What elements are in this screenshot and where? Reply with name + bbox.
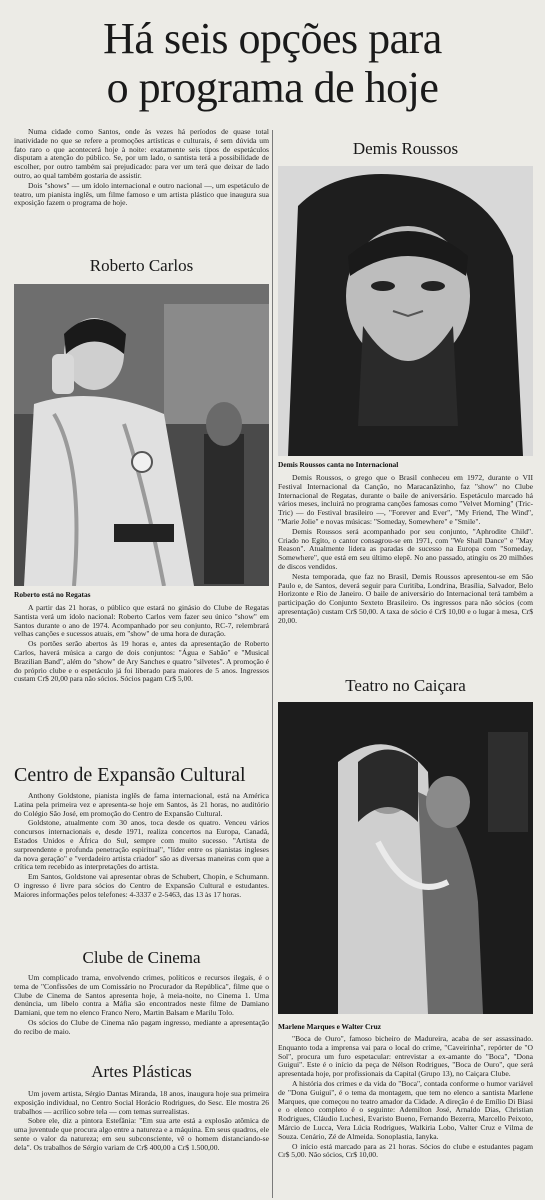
headline-line-2: o programa de hoje [106,63,439,112]
artes-heading: Artes Plásticas [91,1062,192,1081]
teatro-paragraph-2: A história dos crimes e da vida do "Boca", contada conforme o humor variável de "Dona Guigui", é o tema da montagem, que tem no elenco a santista Marlene Marques, que começou no teatro amador da Cidade. A direção é de Emílio Di Biasi e o elenco completo é o seguinte: Ademilton José, Arnaldo Dias, Christian Rodrigues, Cláudio Luchesi, Evaristo Bueno, Fernando Bezerra, Marcello Peixoto, Márcio de Lucca, Vera Lúcia Rodrigues, Walkiria Lobo, Valter Cruz e Vilma de Souza. Cenário, Zé de Almeida. Sonoplastia, Ianyka. [278,1078,533,1141]
teatro-paragraph-3: O início está marcado para as 21 horas. Sócios do clube e estudantes pagam Cr$ 5,00. Não sócios, Cr$ 10,00. [278,1141,533,1160]
artes-text [14,1090,269,1153]
cinema-paragraph-2: Os sócios do Clube de Cinema não pagam ingresso, mediante a apresentação do recibo de maio. [14,1017,269,1036]
teatro-text [278,1035,533,1160]
roberto-carlos-heading: Roberto Carlos [89,256,194,275]
teatro-photo [278,702,533,1014]
artes-paragraph-2: Sobre ele, diz a pintora Estefânia: "Em sua arte está a explosão atômica de uma juventude que procura algo entre a natureza e a máquina. Em seus quadros, ele sente o valor da natureza; em seu subconsciente, vê o homem distanciando-se dela". Os trabalhos de Sérgio variam de Cr$ 400,00 a Cr$ 1.500,00. [14,1116,269,1152]
teatro-heading: Teatro no Caiçara [345,676,466,695]
roberto-paragraph-2: Os portões serão abertos às 19 horas e, antes da apresentação de Roberto Carlos, haverá música a cargo de dois conjuntos: "Água e Sabão" e "Musical Brazilian Band", além do "show" de Ary Sanches e quatro "silvetes". A promoção é do próprio clube e o espetáculo já foi liberado para maiores de 5 anos. Ingressos custam Cr$ 20,00 para não sócios. Sócios pagam Cr$ 5,00. [14,639,269,684]
teatro-paragraph-1: "Boca de Ouro", famoso bicheiro de Madureira, acaba de ser assassinado. Enquanto toda a imprensa vai para o local do crime, "Caveirinha", repórter de "O Sol", procura um furo espetacular: entrevistar a ex-amante do "Boca", "Dona Guigui". Este é o início da peça de Nélson Rodrigues, "Boca de Ouro", que será apresentada hoje, por profissionais da Capital (Grupo 13), no Caiçara Clube. [278,1034,533,1079]
headline-line-1: Há seis opções para [103,14,442,63]
intro-text [14,128,269,208]
centro-text [14,792,269,900]
cinema-heading: Clube de Cinema [82,948,201,967]
demis-paragraph-2: Demis Roussos será acompanhado por seu conjunto, "Aphrodite Child". Criado no Egito, o cantor consagrou-se em 1971, com "We Shall Dance" e "May Reason". Atualmente lidera as paradas de sucesso na Europa com "Someday, Somewhere", que está em seu último elepê. No ano passado, atingiu os 20 milhões de discos vendidos. [278,526,533,571]
roberto-carlos-text [14,604,269,684]
centro-heading: Centro de Expansão Cultural [14,764,246,786]
demis-roussos-caption: Demis Roussos canta no Internacional [278,460,399,469]
intro-paragraph-1: Numa cidade como Santos, onde às vezes há períodos de quase total inatividade no que se refere a promoções artísticas e culturais, é sem dúvida um fato raro o que acontecerá hoje à noite: exatamente seis tipos de espetáculos disputam a atenção do público. Se, por um lado, o santista terá a possibilidade de escolher, por outro também sai prejudicado: para ver um terá que deixar de lado outro, ao qual também gostaria de assistir. [14,127,269,180]
column-divider [272,130,273,1198]
demis-roussos-photo [278,166,533,456]
demis-roussos-heading: Demis Roussos [352,139,459,158]
centro-paragraph-1: Anthony Goldstone, pianista inglês de fama internacional, está na América Latina pela primeira vez e apresenta-se hoje em Santos, às 21 horas, no auditório do Colégio São José, em promoção do Centro de Expansão Cultural. [14,791,269,818]
centro-paragraph-3: Em Santos, Goldstone vai apresentar obras de Schubert, Chopin, e Schumann. O ingresso é livre para sócios do Centro de Expansão Cultural e estudantes. Maiores informações pelos telefones: 4-3337 e 2-5463, das 13 às 17 horas. [14,872,269,899]
page-headline [8,14,537,112]
teatro-caption: Marlene Marques e Walter Cruz [278,1022,382,1031]
demis-paragraph-3: Nesta temporada, que faz no Brasil, Demis Roussos apresentou-se em São Paulo e, de Santos, deverá seguir para Curitiba, Londrina, Brasília, Salvador, Belo Horizonte e Rio de Janeiro. O baile de aniversário do Internacional terá também a participação do Conjunto Sexteto Brasileiro. Os ingressos para não sócios (com apresentação) custam Cr$ 50,00. A taxa de sócio é Cr$ 10,00 e o lugar à mesa, Cr$ 20,00. [278,571,533,625]
demis-roussos-text [278,474,533,626]
roberto-paragraph-1: A partir das 21 horas, o público que estará no ginásio do Clube de Regatas Santista verá um ídolo nacional: Roberto Carlos vem fazer seu único "show" em Santos durante o ano de 1974. Acompanhado por seu conjunto, RC-7, relembrará velhas canções e sucessos atuais, em "show" de uma hora de duração. [14,603,269,639]
cinema-paragraph-1: Um complicado trama, envolvendo crimes, políticos e recursos ilegais, é o tema de "Confissões de um Comissário no Procurador da República", filme que o Clube de Cinema de Santos apresenta hoje, à meia-noite, no Cinema 1. Uma denúncia, um libelo contra a Máfia são encontrados neste filme de Damiano Damiani, que tem no elenco Franco Nero, Martin Balsam e Marilu Tolo. [14,973,269,1018]
cinema-text [14,974,269,1037]
demis-paragraph-1: Demis Roussos, o grego que o Brasil conheceu em 1972, durante o VII Festival Internacional da Canção, no Maracanãzinho, faz "show" no Clube Internacional de Regatas, durante o baile de aniversário. Espetáculo marcado há vários meses, incluirá no programa canções famosas como "Velvet Morning" (Tric-Tric) — do Festival brasileiro —, "Forever and Ever", "My Friend, The Wind", "Marie Jolie" e novas músicas: "Someday, Somewhere" e "Smile". [278,473,533,526]
artes-paragraph-1: Um jovem artista, Sérgio Dantas Miranda, 18 anos, inaugura hoje sua primeira exposição individual, no Centro Social Horácio Rodrigues, do Sesc. Ele mostra 26 trabalhos — acrílico sobre tela — com temas surrealistas. [14,1089,269,1116]
roberto-carlos-caption: Roberto está no Regatas [14,590,91,599]
centro-paragraph-2: Goldstone, atualmente com 30 anos, toca desde os quatro. Venceu vários concursos internacionais e, desde 1971, realiza concertos na Europa, Canadá, Estados Unidos e África do Sul, sempre com muito sucesso. "Artista de surpreendente e profunda penetração espiritual", "líder entre os pianistas ingleses da nova geração" e "verdadeiro artista criador" são as diversas maneiras com que a crítica tem recebido as interpretações do artista. [14,818,269,872]
intro-paragraph-2: Dois "shows" — um ídolo internacional e outro nacional —, um espetáculo de teatro, um pianista inglês, um filme famoso e um artista plástico que inaugura sua exposição fazem o programa de hoje. [14,180,269,208]
roberto-carlos-photo [14,284,269,586]
